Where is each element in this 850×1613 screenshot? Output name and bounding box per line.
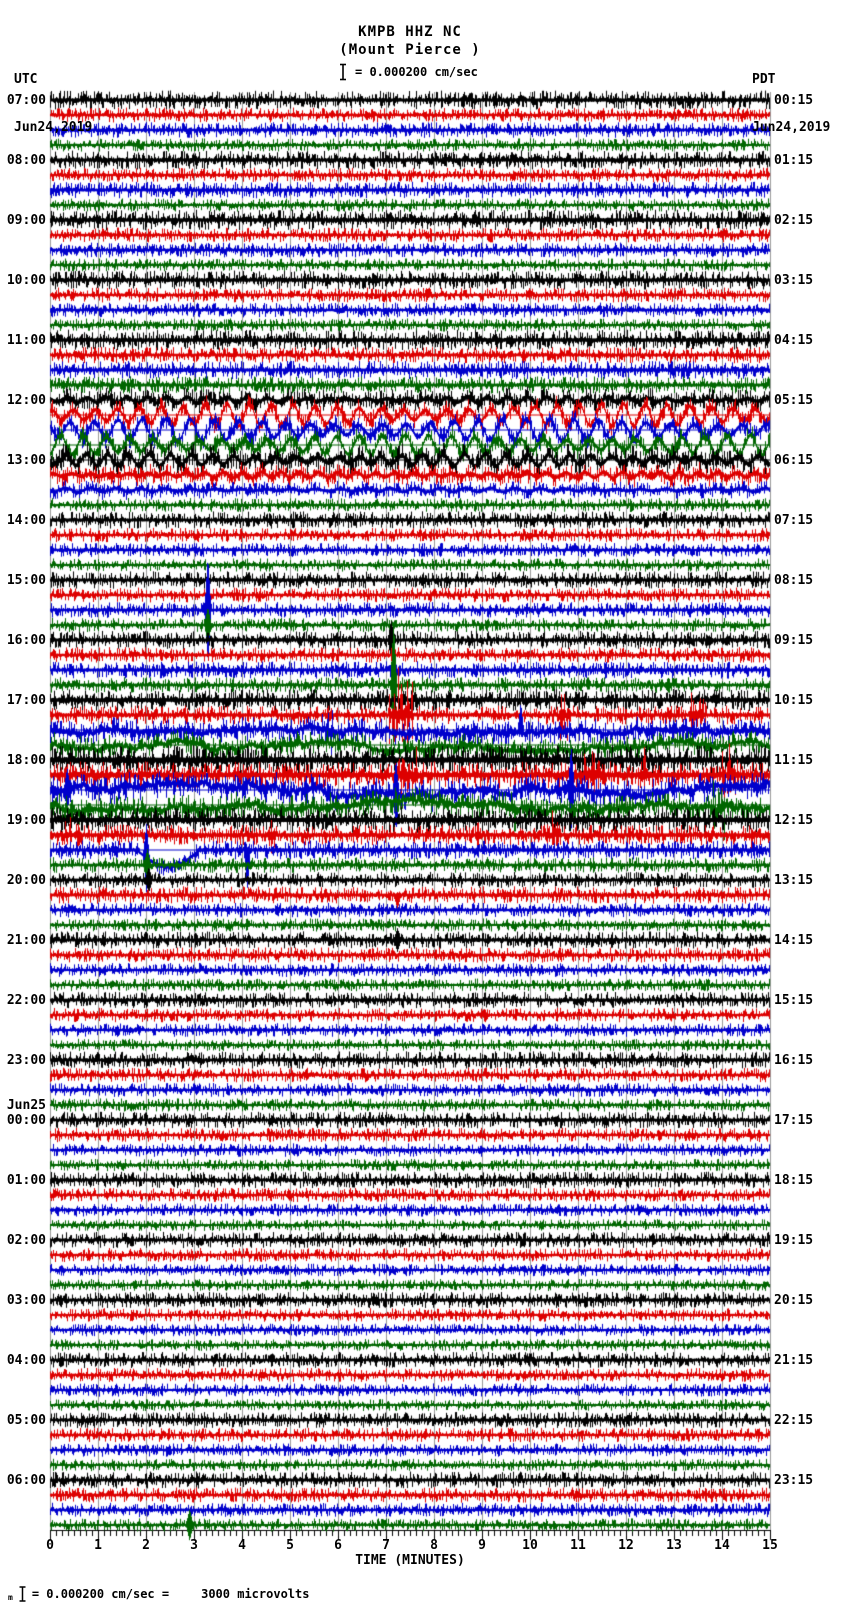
pdt-hour-label: 11:15: [774, 753, 814, 768]
station-name: (Mount Pierce ): [339, 42, 481, 58]
pdt-hour-label: 01:15: [774, 153, 814, 168]
pdt-hour-label: 14:15: [774, 933, 814, 948]
x-tick-label: 12: [618, 1538, 634, 1553]
footer-microvolts: 3000 microvolts: [201, 1587, 310, 1601]
utc-hour-label: 19:00: [6, 813, 46, 828]
pdt-hour-label: 17:15: [774, 1113, 814, 1128]
pdt-hour-label: 05:15: [774, 393, 814, 408]
utc-hour-label: 17:00: [6, 693, 46, 708]
utc-hour-label: 18:00: [6, 753, 46, 768]
x-tick-label: 14: [714, 1538, 730, 1553]
utc-date-label: Jun24,2019: [14, 120, 93, 135]
pdt-hour-label: 10:15: [774, 693, 814, 708]
pdt-hour-label: 04:15: [774, 333, 814, 348]
utc-hour-label: 16:00: [6, 633, 46, 648]
utc-hour-label: 20:00: [6, 873, 46, 888]
pdt-hour-label: 13:15: [774, 873, 814, 888]
station-title: KMPB HHZ NC: [358, 24, 462, 40]
pdt-hour-label: 22:15: [774, 1413, 814, 1428]
utc-hour-label: 21:00: [6, 933, 46, 948]
x-tick-label: 15: [762, 1538, 778, 1553]
utc-hour-label: 10:00: [6, 273, 46, 288]
utc-hour-label: 08:00: [6, 153, 46, 168]
footer-scale-text: = 0.000200 cm/sec =: [31, 1587, 170, 1601]
date-rollover-label: Jun25: [6, 1098, 46, 1113]
utc-hour-label: 05:00: [6, 1413, 46, 1428]
x-tick-label: 10: [522, 1538, 538, 1553]
amplitude-scale-text: = 0.000200 cm/sec: [355, 65, 478, 79]
pdt-timezone-label: PDT: [752, 72, 776, 87]
pdt-hour-label: 15:15: [774, 993, 814, 1008]
utc-hour-label: 09:00: [6, 213, 46, 228]
pdt-hour-label: 20:15: [774, 1293, 814, 1308]
pdt-hour-label: 00:15: [774, 93, 814, 108]
utc-hour-label: 06:00: [6, 1473, 46, 1488]
utc-hour-label: 01:00: [6, 1173, 46, 1188]
utc-hour-label: 23:00: [6, 1053, 46, 1068]
pdt-hour-label: 21:15: [774, 1353, 814, 1368]
x-tick-label: 0: [46, 1538, 54, 1553]
pdt-hour-label: 09:15: [774, 633, 814, 648]
scale-bar-icon: [338, 63, 348, 81]
x-tick-label: 6: [334, 1538, 342, 1553]
x-tick-label: 4: [238, 1538, 246, 1553]
x-tick-label: 11: [570, 1538, 586, 1553]
scale-bar-icon: [18, 1586, 27, 1602]
pdt-hour-label: 06:15: [774, 453, 814, 468]
pdt-hour-label: 18:15: [774, 1173, 814, 1188]
utc-hour-label: 15:00: [6, 573, 46, 588]
pdt-hour-label: 08:15: [774, 573, 814, 588]
amplitude-scale: [338, 63, 478, 81]
utc-hour-label: 12:00: [6, 393, 46, 408]
x-tick-label: 13: [666, 1538, 682, 1553]
x-tick-label: 1: [94, 1538, 102, 1553]
pdt-hour-label: 19:15: [774, 1233, 814, 1248]
utc-hour-label: 04:00: [6, 1353, 46, 1368]
x-axis-title: TIME (MINUTES): [355, 1553, 465, 1568]
pdt-hour-label: 03:15: [774, 273, 814, 288]
footer-scale-note: [8, 1586, 309, 1602]
utc-timezone-label: UTC: [14, 72, 38, 87]
utc-hour-label: 13:00: [6, 453, 46, 468]
x-tick-label: 3: [190, 1538, 198, 1553]
utc-hour-label: 00:00: [6, 1113, 46, 1128]
x-tick-label: 7: [382, 1538, 390, 1553]
pdt-hour-label: 16:15: [774, 1053, 814, 1068]
pdt-hour-label: 07:15: [774, 513, 814, 528]
utc-hour-label: 14:00: [6, 513, 46, 528]
pdt-hour-label: 12:15: [774, 813, 814, 828]
pdt-hour-label: 23:15: [774, 1473, 814, 1488]
pdt-hour-label: 02:15: [774, 213, 814, 228]
utc-hour-label: 07:00: [6, 93, 46, 108]
utc-hour-label: 11:00: [6, 333, 46, 348]
utc-hour-label: 02:00: [6, 1233, 46, 1248]
x-tick-label: 2: [142, 1538, 150, 1553]
footer-prefix: m: [8, 1592, 13, 1602]
utc-hour-label: 03:00: [6, 1293, 46, 1308]
x-tick-label: 5: [286, 1538, 294, 1553]
x-tick-label: 9: [478, 1538, 486, 1553]
x-tick-label: 8: [430, 1538, 438, 1553]
utc-hour-label: 22:00: [6, 993, 46, 1008]
pdt-date-label: Jun24,2019: [752, 120, 831, 135]
